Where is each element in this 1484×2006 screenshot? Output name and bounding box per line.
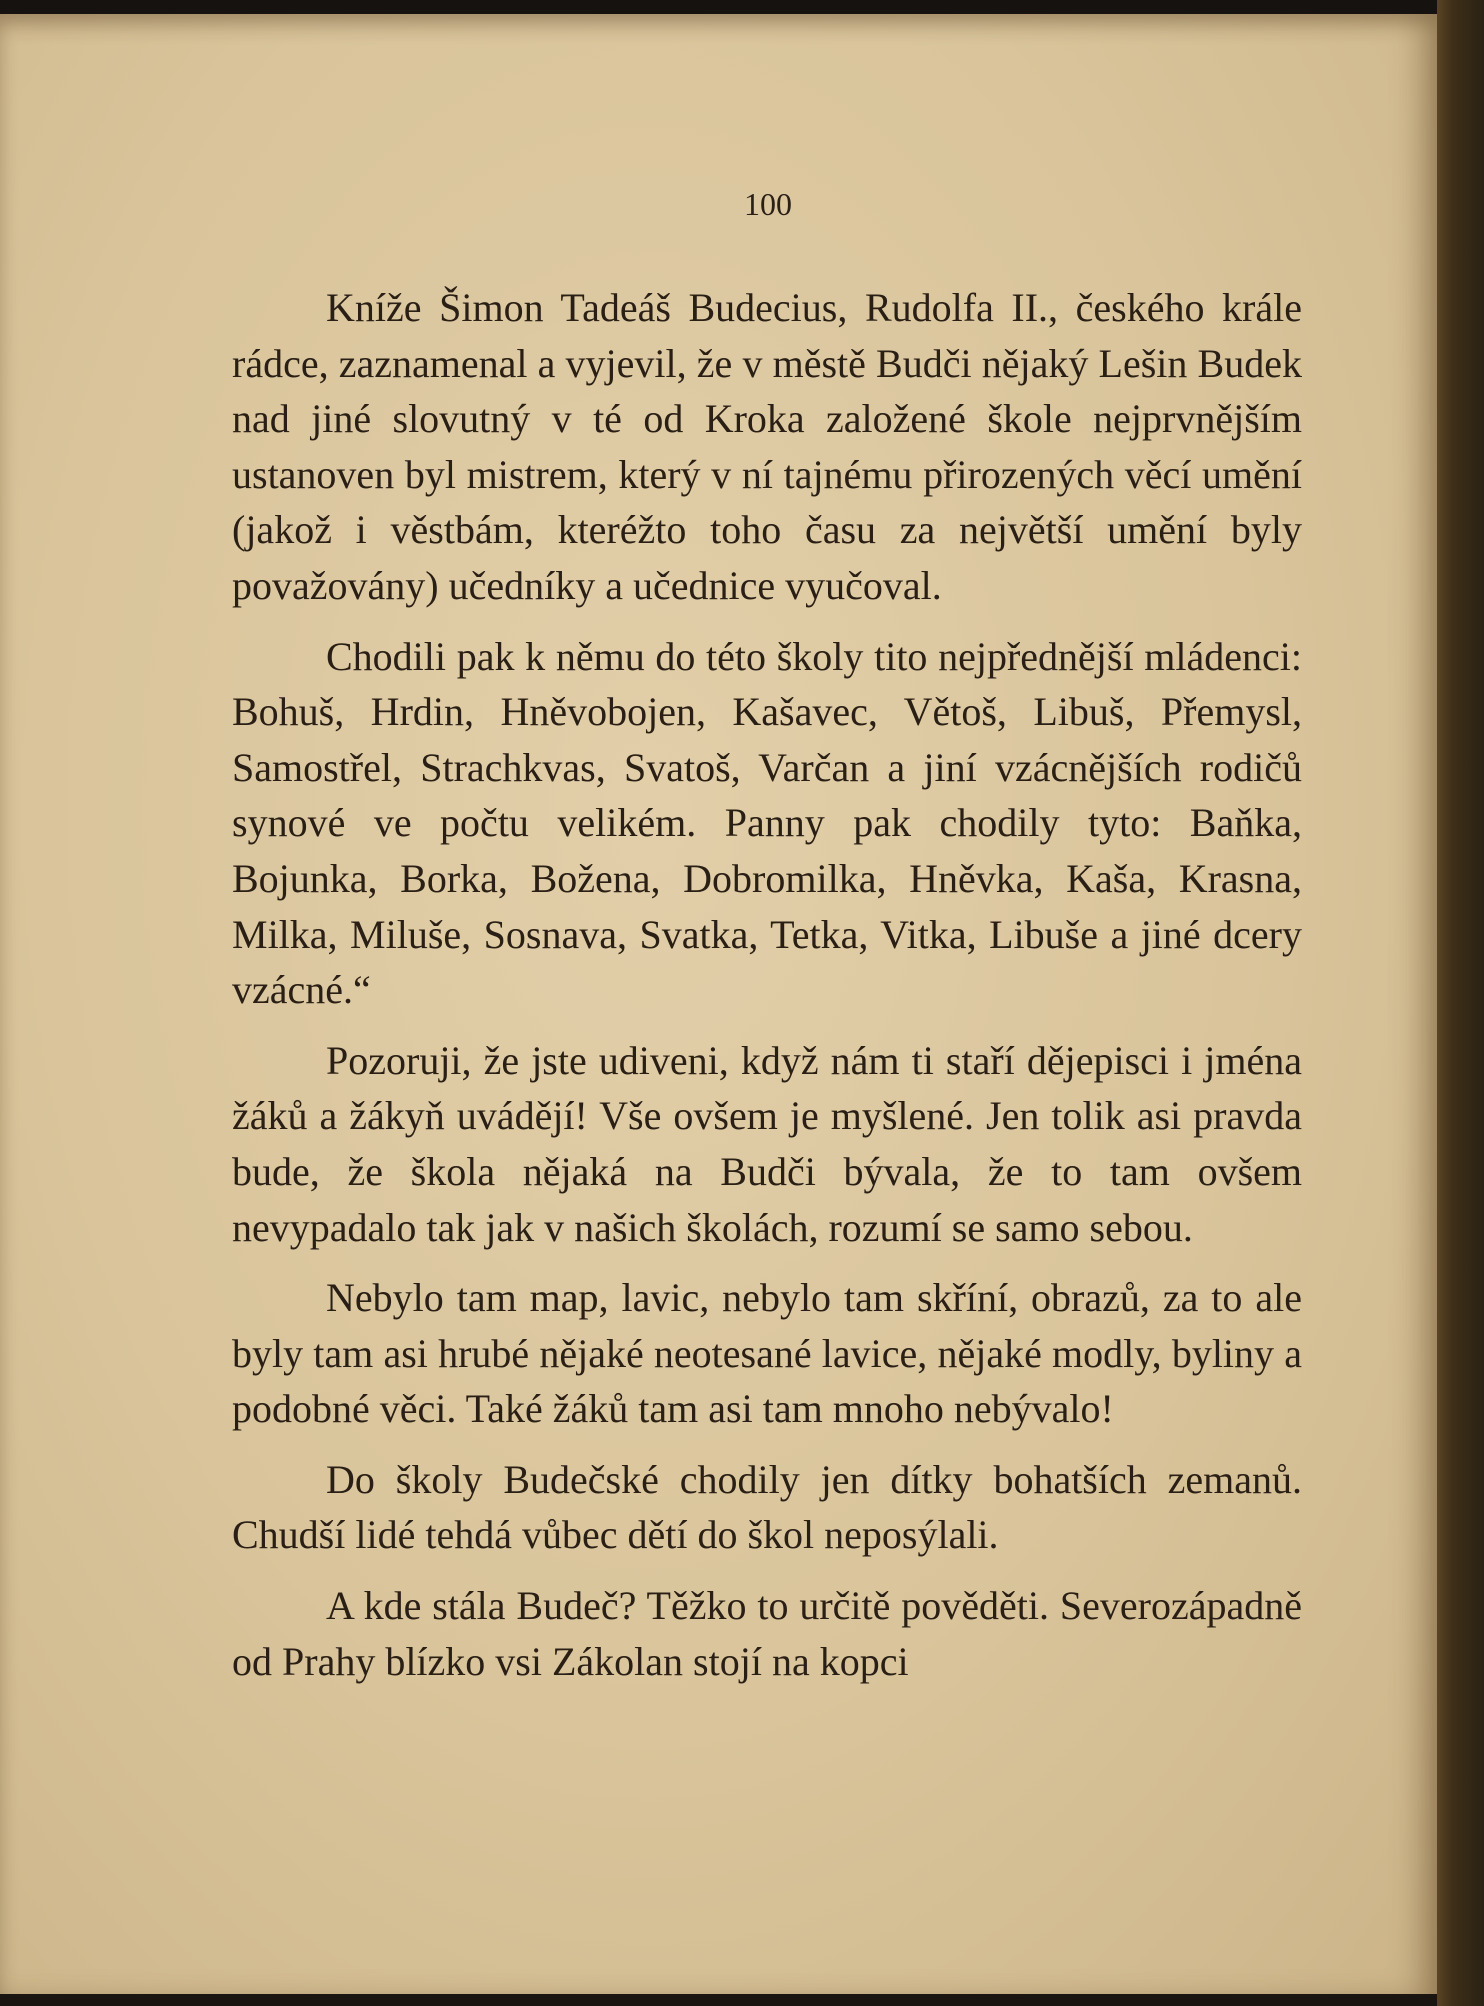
paragraph-classroom: Nebylo tam map, lavic, nebylo tam skříní, obrazů, za to ale byly tam asi hrubé nějaké neotesané lavice, nějaké modly, byliny a podobné věci. Také žáků tam asi tam mnoho nebývalo! — [232, 1275, 1302, 1432]
book-spine-edge — [1437, 0, 1484, 2006]
paragraph-students: Chodili pak k němu do této školy tito nejpřednější mládenci: Bohuš, Hrdin, Hněvobojen, Kašavec, Větoš, Libuš, Přemysl, Samostřel, Strachkvas, Svatoš, Varčan a jiní vzácnějších rodičů synové ve počtu velikém. Panny pak chodily tyto: Baňka, Bojunka, Borka, Božena, Dobromilka, Hněvka, Kaša, Krasna, Milka, Miluše, Sosnava, Svatka, Tetka, Vitka, Libuše a jiné dcery vzácné.“ — [232, 633, 1302, 1013]
paragraph-rich-children: Do školy Budečské chodily jen dítky bohatších zemanů. Chudší lidé tehdá vůbec dětí do škol neposýlali. — [232, 1456, 1302, 1558]
paragraph-location: A kde stála Budeč? Těžko to určitě pověděti. Severozápadně od Prahy blízko vsi Zákolan stojí na kopci — [232, 1583, 1302, 1684]
page-body-text — [232, 280, 1302, 1704]
page-number: 100 — [744, 186, 792, 222]
paragraph-budecius: Kníže Šimon Tadeáš Budecius, Rudolfa II., českého krále rádce, zaznamenal a vyjevil, že v městě Budči nějaký Lešin Budek nad jiné slovutný v té od Kroka založené škole nejprvnějším ustanoven byl mistrem, který v ní tajnému přirozených věcí umění (jakož i věstbám, kteréžto toho času za největší umění byly považovány) učedníky a učednice vyučoval. — [232, 285, 1302, 608]
page-bottom-edge — [0, 1994, 1437, 2006]
paragraph-historians: Pozoruji, že jste udiveni, když nám ti staří dějepisci i jména žáků a žákyň uvádějí! Vše ovšem je myšlené. Jen tolik asi pravda bude, že škola nějaká na Budči bývala, že to tam ovšem nevypadalo tak jak v našich školách, rozumí se samo sebou. — [232, 1037, 1302, 1250]
